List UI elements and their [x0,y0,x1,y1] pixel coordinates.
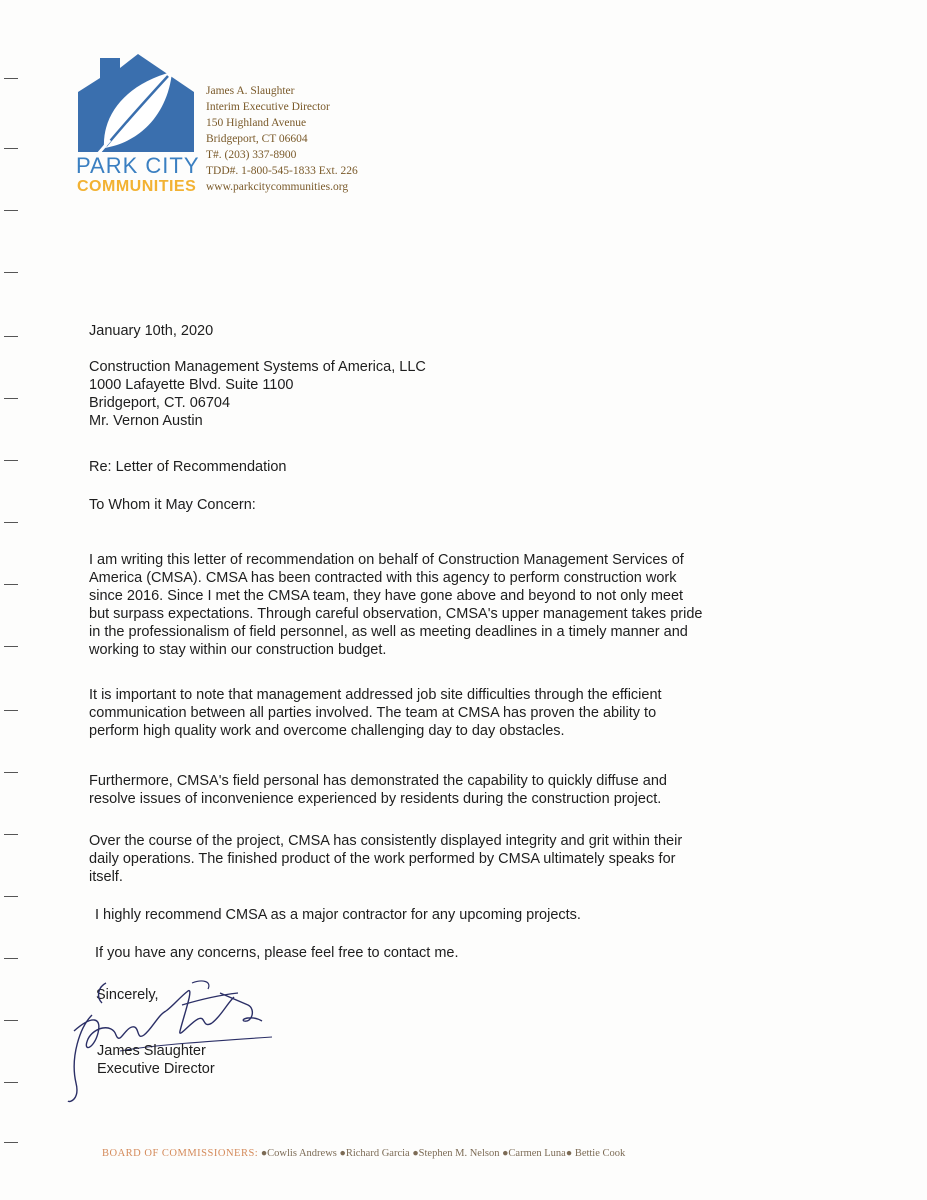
paragraph-line: resolve issues of inconvenience experienced by residents during the construction project. [89,791,662,807]
paragraph-line: working to stay within our construction budget. [89,642,387,658]
letter-date: January 10th, 2020 [89,323,214,339]
edge-mark [4,958,18,959]
paragraph-line: America (CMSA). CMSA has been contracted with this agency to perform construction work [89,570,677,586]
letterhead-street: 150 Highland Avenue [206,117,307,129]
logo-text-communities: COMMUNITIES [77,178,197,195]
paragraph-4 [89,832,809,886]
letterhead-name: James A. Slaughter [206,85,295,97]
edge-mark [4,1142,18,1143]
signer-name: James Slaughter [97,1043,206,1059]
paragraph-5 [95,906,815,924]
paragraph-line: Over the course of the project, CMSA has consistently displayed integrity and grit within their [89,833,683,849]
paragraph-6 [95,944,815,962]
signer-title: Executive Director [97,1061,215,1077]
paragraph-line: It is important to note that management addressed job site difficulties through the efficient [89,687,662,703]
edge-mark [4,336,18,337]
edge-mark [4,772,18,773]
edge-mark [4,834,18,835]
paragraph-line: perform high quality work and overcome challenging day to day obstacles. [89,723,565,739]
board-footer [102,1148,625,1159]
recipient-line: Mr. Vernon Austin [89,413,203,429]
edge-mark [4,646,18,647]
paragraph-3 [89,772,809,808]
recipient-line: Construction Management Systems of America, LLC [89,359,426,375]
salutation: To Whom it May Concern: [89,497,256,513]
letterhead-title: Interim Executive Director [206,101,330,113]
signer-block [97,1042,817,1078]
edge-mark [4,584,18,585]
letterhead-contact [206,83,358,195]
paragraph-line: in the professionalism of field personnel, as well as meeting deadlines in a timely manner and [89,624,688,640]
logo-text-park-city: PARK CITY [76,153,200,178]
board-members: ●Cowlis Andrews ●Richard Garcia ●Stephen M. Nelson ●Carmen Luna● Bettie Cook [260,1148,626,1159]
paragraph-line: I am writing this letter of recommendation on behalf of Construction Management Services of [89,552,684,568]
edge-mark [4,710,18,711]
paragraph-line: I highly recommend CMSA as a major contractor for any upcoming projects. [95,907,581,923]
paragraph-line: Furthermore, CMSA's field personal has demonstrated the capability to quickly diffuse and [89,773,667,789]
paragraph-line: itself. [89,869,123,885]
board-label: BOARD OF COMMISSIONERS: [102,1148,259,1159]
paragraph-line: but surpass expectations. Through careful observation, CMSA's upper management takes pride [89,606,703,622]
edge-mark [4,78,18,79]
handwritten-signature [62,975,282,1105]
edge-mark [4,398,18,399]
edge-mark [4,272,18,273]
edge-mark [4,522,18,523]
edge-mark [4,1082,18,1083]
recipient-line: 1000 Lafayette Blvd. Suite 1100 [89,377,294,393]
paragraph-line: communication between all parties involved. The team at CMSA has proven the ability to [89,705,657,721]
edge-mark [4,148,18,149]
edge-mark [4,1020,18,1021]
paragraph-1 [89,551,809,659]
letterhead-phone: T#. (203) 337-8900 [206,149,297,161]
paragraph-line: If you have any concerns, please feel free to contact me. [95,945,459,961]
subject-line: Re: Letter of Recommendation [89,459,287,475]
closing: Sincerely, [96,987,159,1003]
letterhead-website: www.parkcitycommunities.org [206,181,349,193]
edge-mark [4,896,18,897]
edge-mark [4,210,18,211]
letterhead-tdd: TDD#. 1-800-545-1833 Ext. 226 [206,165,358,177]
paragraph-line: since 2016. Since I met the CMSA team, they have gone above and beyond to not only meet [89,588,684,604]
edge-mark [4,460,18,461]
paragraph-2 [89,686,809,740]
recipient-line: Bridgeport, CT. 06704 [89,395,231,411]
recipient-address [89,358,809,430]
letterhead-city: Bridgeport, CT 06604 [206,133,308,145]
paragraph-line: daily operations. The finished product of the work performed by CMSA ultimately speaks for [89,851,676,867]
